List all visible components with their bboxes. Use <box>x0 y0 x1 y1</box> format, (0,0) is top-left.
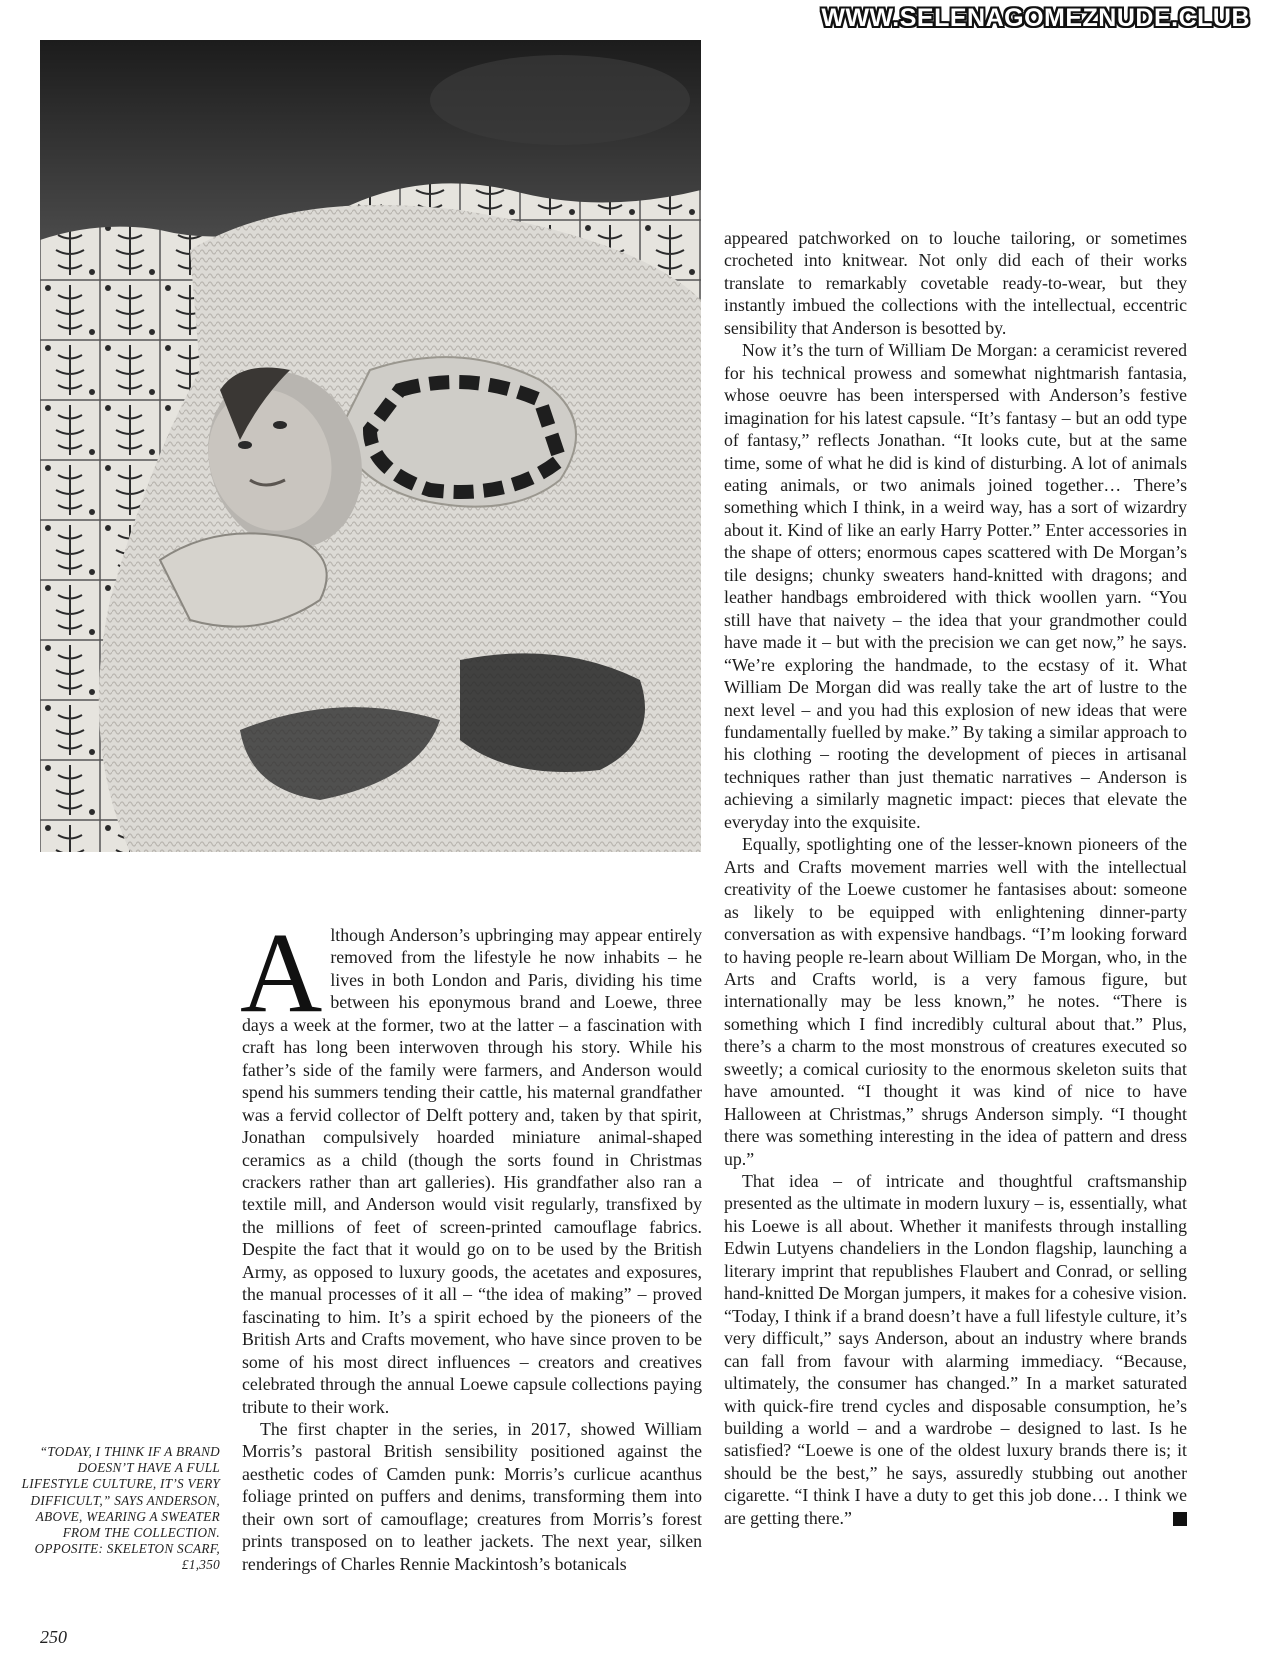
drop-cap: A <box>240 909 323 1036</box>
article-paragraph: The first chapter in the series, in 2017, showed William Morris’s pastoral British sensibility positioned against the aesthetic codes of Camden punk: Morris’s curlicue acanthus foliage printed on puffers and denims, transforming them into their own sort of camouflage; creatures from Morris’s forest prints transposed on to leather jackets. The next year, silken renderings of Charles Rennie Mackintosh’s botanicals <box>242 1418 702 1574</box>
article-column-right <box>724 227 1187 1529</box>
portrait-photo-icon <box>40 40 701 852</box>
paragraph-text: lthough Anderson’s upbringing may appear entirely removed from the lifestyle he now inhabits – he lives in both London and Paris, dividing his time between his eponymous brand and Loewe, three days a week at the former, two at the latter – a fascination with craft has long been interwoven through his story. While his father’s side of the family were farmers, and Anderson would spend his summers tending their cattle, his maternal grandfather was a fervid collector of Delft pottery and, taken by that spirit, Jonathan compulsively hoarded miniature animal-shaped ceramics as a child (though the sorts found in Christmas crackers rather than art galleries). His grandfather also ran a textile mill, and Anderson would visit regularly, transfixed by the millions of feet of screen-printed camouflage fabrics. Despite the fact that it would go on to be used by the British Army, as opposed to luxury goods, the acetates and exposures, the manual processes of it all – “the idea of making” – proved fascinating to him. It’s a spirit echoed by the pioneers of the British Arts and Crafts movement, who have since proven to be some of his most direct influences – creators and creatives celebrated through the annual Loewe capsule collections paying tribute to their work. <box>242 925 702 1417</box>
page-number: 250 <box>40 1627 67 1647</box>
article-paragraph <box>240 909 702 1418</box>
article-paragraph: appeared patchworked on to louche tailoring, or sometimes crocheted into knitwear. Not only did each of their works translate to remarkably covetable ready-to-wear, but they instantly imbued the collections with the intellectual, eccentric sensibility that Anderson is besotted by. <box>724 228 1187 338</box>
article-paragraph: Equally, spotlighting one of the lesser-known pioneers of the Arts and Crafts movement marries well with the intellectual creativity of the Loewe customer he fantasises about: someone as likely to be equipped with enlightening dinner-party conversation as with expensive handbags. “I’m looking forward to having people re-learn about William De Morgan, who, in the Arts and Crafts world, is a very famous figure, but internationally may be less known,” he notes. “There is something which I find incredibly cultural about that.” Plus, there’s a charm to the most monstrous of creatures executed so sweetly; a comical curiosity to the enormous skeleton suits that have amounted. “I thought it was kind of nice to have Halloween at Christmas,” shrugs Anderson simply. “I thought there was something interesting in the idea of pattern and dress up.” <box>724 834 1187 1169</box>
article-paragraph: Now it’s the turn of William De Morgan: a ceramicist revered for his technical prowess and somewhat nightmarish fantasia, whose oeuvre has been interspersed with Anderson’s festive imagination for his latest capsule. “It’s fantasy – but an odd type of fantasy,” reflects Jonathan. “It looks cute, but at the same time, some of what he did is kind of disturbing. A lot of animals eating animals, or two animals joined together… There’s something which I think, in a weird way, has a sort of wizardry about it. Kind of like an early Harry Potter.” Enter accessories in the shape of otters; enormous capes scattered with De Morgan’s tile designs; chunky sweaters hand-knitted with dragons; and leather handbags embroidered with thick woollen yarn. “You still have that naivety – the idea that your grandmother could have made it – but with the precision we can get now,” he says. “We’re exploring the handmade, to the ecstasy of it. What William De Morgan did was really take the art of lustre to the next level – and you had this explosion of new ideas that were fundamentally fuelled by make.” By taking a similar approach to his clothing – rooting the development of pieces in artisanal techniques rather than just thematic narratives – Anderson is achieving a similarly magnetic impact: pieces that elevate the everyday into the exquisite. <box>724 340 1187 832</box>
article-column-left <box>240 909 702 1575</box>
photo-caption: “TODAY, I THINK IF A BRAND DOESN’T HAVE A FULL LIFESTYLE CULTURE, IT’S VERY DIFFICULT,” SAYS ANDERSON, ABOVE, WEARING A SWEATER FROM THE COLLECTION. OPPOSITE: SKELETON SCARF, £1,350 <box>21 1444 220 1573</box>
article-paragraph <box>724 1170 1187 1529</box>
paragraph-text: That idea – of intricate and thoughtful craftsmanship presented as the ultimate in modern luxury – is, essentially, what his Loewe is all about. Whether it manifests through installing Edwin Lutyens chandeliers in the London flagship, launching a literary imprint that republishes Flaubert and Conrad, or selling hand-knitted De Morgan jumpers, it makes for a cohesive vision. “Today, I think if a brand doesn’t have a full lifestyle culture, it’s very difficult,” says Anderson, about an industry where brands can fall from favour with alarming immediacy. “Because, ultimately, the consumer has changed.” In a market saturated with quick-fire trend cycles and disposable consumption, he’s building a world – and a wardrobe – designed to last. Is he satisfied? “Loewe is one of the oldest luxury brands there is; it should be the best,” he says, assuredly stubbing out another cigarette. “I think I have a duty to get this job done… I think we are getting there.” <box>724 1171 1187 1528</box>
end-mark-icon <box>1173 1512 1187 1526</box>
watermark-text: WWW.SELENAGOMEZNUDE.CLUB <box>821 4 1250 32</box>
portrait-photo <box>40 40 701 852</box>
